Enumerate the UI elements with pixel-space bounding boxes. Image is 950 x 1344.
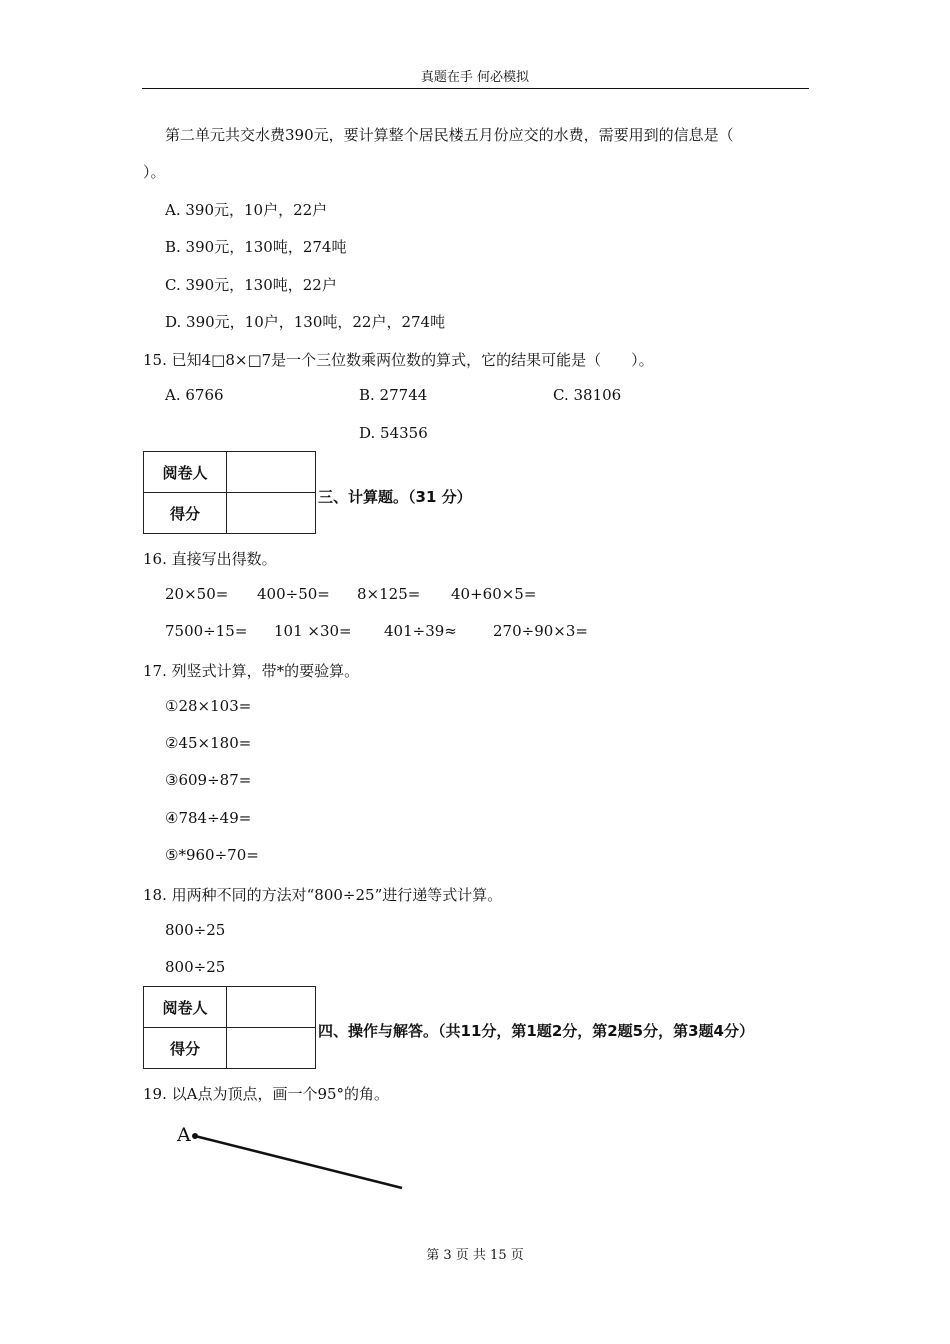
point-a-label: A: [177, 1124, 191, 1146]
q17-item: ①28×103=: [165, 697, 252, 715]
score-cell: [227, 1028, 316, 1069]
q16-item: 7500÷15=: [165, 622, 248, 640]
q17-item: ⑤*960÷70=: [165, 846, 259, 864]
angle-ray-figure: [180, 1120, 420, 1200]
q16-item: 400÷50=: [257, 585, 330, 603]
q15-option-b: B. 27744: [359, 386, 428, 404]
reviewer-label: 阅卷人: [144, 987, 227, 1028]
ray-line: [195, 1136, 402, 1188]
reviewer-cell: [227, 452, 316, 493]
q14-option-c: C. 390元，130吨，22户: [165, 276, 337, 294]
q15-stem: 15. 已知4□8×□7是一个三位数乘两位数的算式，它的结果可能是（ ）。: [143, 351, 654, 369]
section4-title: 四、操作与解答。（共11分，第1题2分，第2题5分，第3题4分）: [318, 1022, 754, 1040]
q16-item: 8×125=: [357, 585, 421, 603]
q16-stem: 16. 直接写出得数。: [143, 550, 277, 568]
q19-stem: 19. 以A点为顶点，画一个95°的角。: [143, 1085, 390, 1103]
q16-item: 20×50=: [165, 585, 229, 603]
q18-line: 800÷25: [165, 921, 226, 939]
q14-option-b: B. 390元，130吨，274吨: [165, 238, 347, 256]
q14-option-a: A. 390元，10户，22户: [165, 201, 328, 219]
score-table-section4: [143, 986, 316, 1069]
q14-option-d: D. 390元，10户，130吨，22户，274吨: [165, 313, 446, 331]
q15-option-a: A. 6766: [165, 386, 224, 404]
score-label: 得分: [144, 493, 227, 534]
section3-title: 三、计算题。（31 分）: [318, 488, 472, 506]
q17-item: ②45×180=: [165, 734, 252, 752]
q18-line: 800÷25: [165, 958, 226, 976]
q15-option-c: C. 38106: [553, 386, 622, 404]
score-cell: [227, 493, 316, 534]
q14-stem-line2: ）。: [143, 163, 166, 181]
page-footer: 第 3 页 共 15 页: [426, 1248, 524, 1263]
score-table-section3: [143, 451, 316, 534]
score-label: 得分: [144, 1028, 227, 1069]
q14-stem-line1: 第二单元共交水费390元，要计算整个居民楼五月份应交的水费，需要用到的信息是（: [165, 126, 734, 144]
q17-item: ③609÷87=: [165, 771, 252, 789]
q16-item: 40+60×5=: [451, 585, 537, 603]
page-header: 真题在手 何必模拟: [420, 70, 530, 85]
q16-item: 270÷90×3=: [493, 622, 588, 640]
q15-option-d: D. 54356: [359, 424, 428, 442]
reviewer-label: 阅卷人: [144, 452, 227, 493]
q17-stem: 17. 列竖式计算，带*的要验算。: [143, 662, 360, 680]
q18-stem: 18. 用两种不同的方法对“800÷25”进行递等式计算。: [143, 886, 503, 904]
q16-item: 401÷39≈: [384, 622, 457, 640]
reviewer-cell: [227, 987, 316, 1028]
header-rule: [142, 88, 809, 89]
q16-item: 101 ×30=: [274, 622, 352, 640]
q17-item: ④784÷49=: [165, 809, 252, 827]
